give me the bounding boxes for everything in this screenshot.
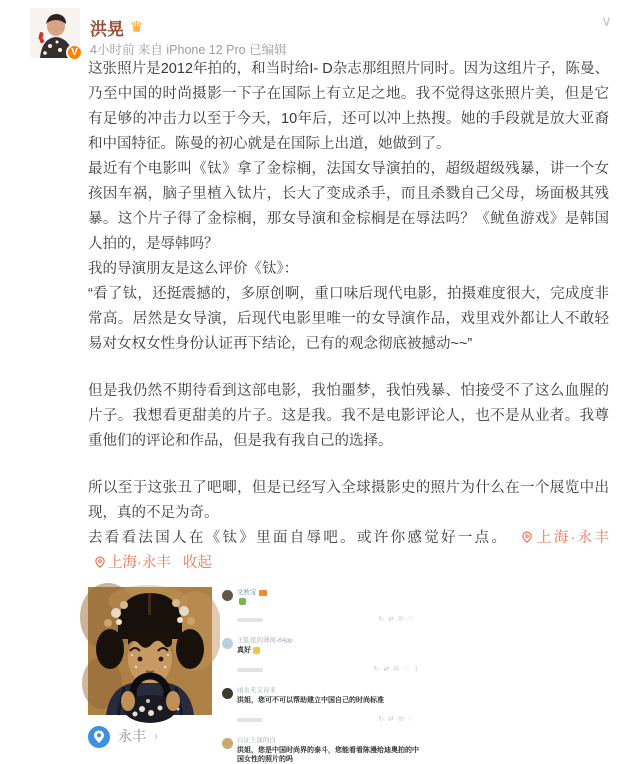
post-paragraph: 这张照片是2012年拍的，和当时给I- D杂志那组照片同时。因为这组片子，陈曼、乃至中国的时尚摄影一下子在国际上有立足之地。我不觉得这张照片美，但是它有足够的冲击力以至于今天，10年后，还可以冲上热搜。她的手段就是放大亚裔和中国特征。陈曼的初心就是在国际上出道，她做到了。 xyxy=(88,61,609,152)
repost-icon[interactable]: ⇄ xyxy=(387,716,398,723)
location-link-label: 上海·永丰 xyxy=(534,530,609,546)
comment-text: 真好 xyxy=(237,646,424,655)
location-pin-icon xyxy=(521,530,533,544)
green-emoji-icon xyxy=(239,598,246,605)
post-photo-chenman[interactable] xyxy=(88,587,212,715)
post-body xyxy=(88,57,609,763)
comment-text: 洪姐，您是中国时尚界的泰斗，您能看看陈漫给迪奥拍的中国女性的照片的吗 xyxy=(237,747,419,763)
vip-crown-icon: ♛ xyxy=(130,19,144,36)
comment-timestamp xyxy=(237,718,263,722)
commenter-avatar xyxy=(222,688,233,699)
comment-icon[interactable]: ✉ xyxy=(397,616,408,623)
comment-text: 洪姐，您可不可以帮助建立中国自己的时尚标准 xyxy=(237,697,384,704)
like-count: 1 xyxy=(414,666,418,673)
comment-timestamp xyxy=(237,668,263,672)
commenter-avatar xyxy=(222,590,233,601)
share-icon[interactable]: ↻ xyxy=(373,666,384,673)
comment-icon[interactable]: ✉ xyxy=(397,716,408,723)
username[interactable]: 洪晃 xyxy=(90,20,124,39)
chevron-down-icon[interactable]: ∨ xyxy=(601,13,612,30)
comment-row xyxy=(222,737,424,764)
comment-text xyxy=(237,598,424,605)
commenter-name: 雨水无义春来 xyxy=(237,687,276,694)
verified-badge-icon: V xyxy=(66,44,83,61)
comment-row xyxy=(222,589,424,634)
avatar[interactable] xyxy=(30,8,80,58)
photo-image xyxy=(88,587,212,715)
like-icon[interactable]: ♡ xyxy=(407,616,418,623)
commenter-name: 自证上演的白 xyxy=(237,737,276,744)
location-link-label: 上海·永丰 xyxy=(108,555,171,571)
comment-row xyxy=(222,637,424,684)
post-paragraph: “看了钛，还挺震撼的，多原创啊，重口味后现代电影，拍摄难度很大，完成度非常高。居然是女导演，后现代电影里唯一的女导演作品，戏里戏外都让人不敢轻易对女权女性身份认证再下结论，已有的观念彻底被撼动~~” xyxy=(88,286,609,352)
commenter-name: 王陆星的薄荷-64pp xyxy=(237,637,293,644)
post-paragraph-with-links xyxy=(88,526,609,576)
commenter-name: 文秋宝 xyxy=(237,589,257,596)
commenter-avatar xyxy=(222,638,233,649)
like-icon[interactable]: ♡ xyxy=(403,666,414,673)
location-link-1[interactable] xyxy=(521,530,609,546)
location-pin-icon xyxy=(88,726,110,748)
footer-location-label: 永丰 xyxy=(118,728,146,744)
comment-timestamp xyxy=(237,618,263,622)
repost-icon[interactable]: ⇄ xyxy=(383,666,394,673)
post-paragraph: 去看看法国人在《钛》里面自辱吧。或许你感觉好一点。 xyxy=(88,530,509,546)
location-link-2[interactable] xyxy=(94,555,171,571)
paragraph-gap xyxy=(88,357,609,379)
share-icon[interactable]: ↻ xyxy=(378,616,388,623)
comment-row xyxy=(222,687,424,734)
repost-icon[interactable]: ⇄ xyxy=(387,616,398,623)
comment-icon[interactable]: ✉ xyxy=(393,666,404,673)
commenter-avatar xyxy=(222,738,233,749)
location-pin-icon xyxy=(94,555,106,569)
comments-screenshot[interactable] xyxy=(220,587,424,763)
post-meta: 4小时前 来自 iPhone 12 Pro 已编辑 xyxy=(90,43,287,57)
post-paragraph: 所以至于这张丑了吧唧，但是已经写入全球摄影史的照片为什么在一个展览中出现，真的不足为奇。 xyxy=(88,480,609,521)
post-paragraph: 但是我仍然不期待看到这部电影，我怕噩梦，我怕残暴、怕接受不了这么血腥的片子。我想看更甜美的片子。这是我。我不是电影评论人，也不是从业者。我尊重他们的评论和作品，但是我有我自己的选择。 xyxy=(88,383,609,449)
share-icon[interactable]: ↻ xyxy=(378,716,388,723)
post-paragraph: 最近有个电影叫《钛》拿了金棕榈，法国女导演拍的，超级超级残暴，讲一个女孩因车祸，脑子里植入钛片，长大了变成杀手，而且杀戮自己父母，场面极其残暴。这个片子得了金棕榈，那女导演和金棕榈是在辱法吗？《鱿鱼游戏》是韩国人拍的，是辱韩吗？ xyxy=(88,161,609,252)
like-icon[interactable]: ♡ xyxy=(407,716,418,723)
chevron-right-icon: › xyxy=(154,729,158,743)
post-paragraph: 我的导演朋友是这么评价《钛》： xyxy=(88,261,299,277)
member-badge-icon xyxy=(259,590,267,596)
collapse-link[interactable]: 收起 xyxy=(182,555,212,571)
smile-emoji-icon xyxy=(253,647,260,654)
paragraph-gap xyxy=(88,454,609,476)
